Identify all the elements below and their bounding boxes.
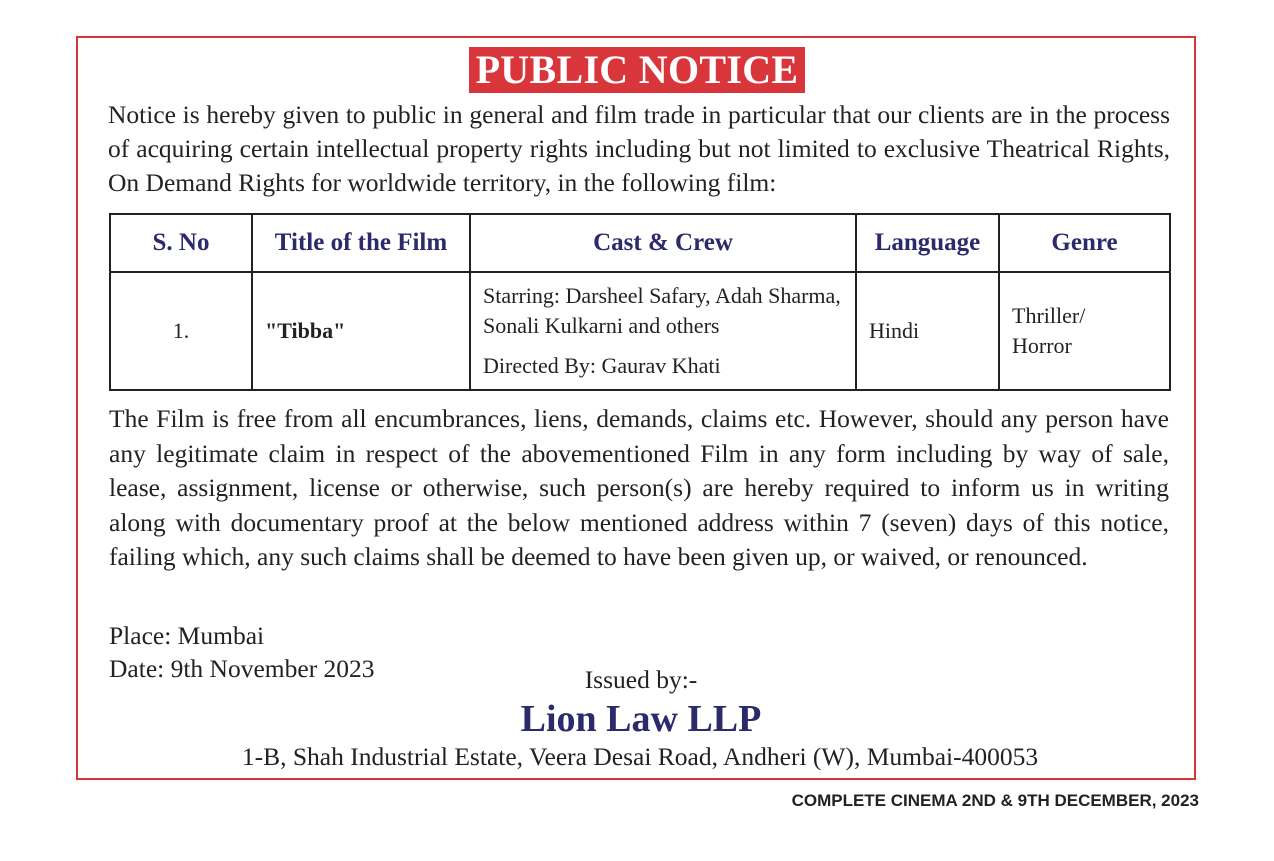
cell-language: Hindi: [856, 272, 999, 390]
header-cast-crew: Cast & Crew: [470, 214, 856, 272]
header-sno: S. No: [110, 214, 252, 272]
cell-sno: 1.: [110, 272, 252, 390]
place-line: Place: Mumbai: [109, 621, 265, 650]
cell-cast-crew: [470, 272, 856, 390]
header-language: Language: [856, 214, 999, 272]
cell-film-title: "Tibba": [252, 272, 470, 390]
header-genre: Genre: [999, 214, 1170, 272]
firm-name: Lion Law LLP: [520, 698, 762, 740]
table-row: [110, 272, 1170, 390]
cast-starring: Starring: Darsheel Safary, Adah Sharma, Sonali Kulkarni and others: [483, 283, 841, 338]
intro-paragraph: Notice is hereby given to public in general and film trade in particular that our clients are in the process of acquiring certain intellectual property rights including but not limited to exclusive Theatrical Rights, On Demand Rights for worldwide territory, in the following film:: [108, 100, 1170, 197]
issued-by: Issued by:-: [584, 665, 698, 694]
date-line: Date: 9th November 2023: [109, 654, 375, 683]
claims-paragraph: The Film is free from all encumbrances, liens, demands, claims etc. However, should any person have any legitimate claim in respect of the abovementioned Film in any form including by way of sale, lease, assignment, license or otherwise, such person(s) are hereby required to inform us in writing along with documentary proof at the below mentioned address within 7 (seven) days of this notice, failing which, any such claims shall be deemed to have been given up, or waived, or renounced.: [109, 404, 1169, 571]
genre-line-2: Horror: [1012, 333, 1072, 358]
notice-title: PUBLIC NOTICE: [469, 47, 805, 93]
cell-genre: [999, 272, 1170, 390]
cast-director: Directed By: Gaurav Khati: [483, 353, 721, 378]
genre-line-1: Thriller/: [1012, 303, 1086, 328]
film-table: [109, 213, 1171, 391]
header-title: Title of the Film: [252, 214, 470, 272]
firm-address: 1-B, Shah Industrial Estate, Veera Desai Road, Andheri (W), Mumbai-400053: [241, 742, 1039, 771]
table-header-row: [110, 214, 1170, 272]
publication-footer: COMPLETE CINEMA 2ND & 9TH DECEMBER, 2023: [791, 791, 1199, 810]
